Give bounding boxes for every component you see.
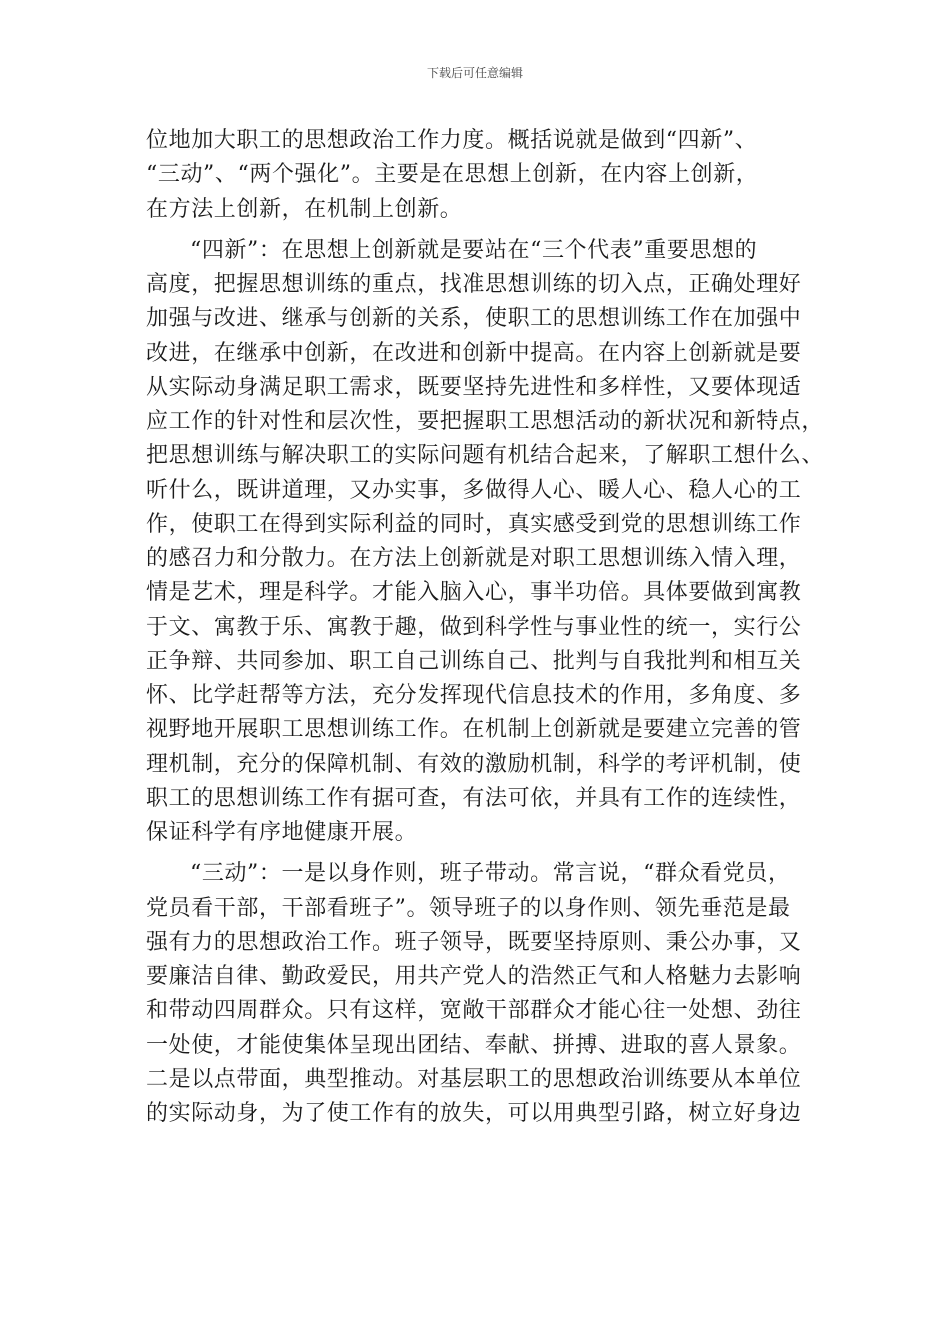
text-line: 保证科学有序地健康开展。 xyxy=(146,820,418,845)
text-line: 要廉洁自律、勤政爱民，用共产党人的浩然正气和人格魅力去影响 xyxy=(146,964,802,989)
paragraph xyxy=(146,234,825,851)
text-line: 在方法上创新，在机制上创新。 xyxy=(146,196,463,222)
paragraph xyxy=(146,857,816,1131)
text-line: 应工作的针对性和层次性，要把握职工思想活动的新状况和新特点， xyxy=(146,409,825,434)
text-line: 作，使职工在得到实际利益的同时，真实感受到党的思想训练工作 xyxy=(146,511,802,537)
text-line: “四新”：在思想上创新就是要站在“三个代表”重要思想的 xyxy=(190,237,758,263)
paragraph xyxy=(146,124,816,227)
text-line: “三动”：一是以身作则，班子带动。常言说，“群众看党员， xyxy=(190,861,791,887)
text-line: 的感召力和分散力。在方法上创新就是对职工思想训练入情入理， xyxy=(146,546,802,571)
text-line: 理机制，充分的保障机制、有效的激励机制，科学的考评机制，使 xyxy=(146,751,802,777)
text-line: 于文、寓教于乐、寓教于趣，做到科学性与事业性的统一，实行公 xyxy=(146,614,802,640)
body-text xyxy=(146,124,825,1131)
page-header: 下载后可任意编辑 xyxy=(426,66,523,80)
text-line: 的实际动身，为了使工作有的放失，可以用典型引路，树立好身边 xyxy=(146,1101,802,1126)
text-line: 从实际动身满足职工需求，既要坚持先进性和多样性，又要体现适 xyxy=(146,374,802,400)
text-line: 和带动四周群众。只有这样，宽敞干部群众才能心往一处想、劲往 xyxy=(146,998,802,1024)
text-line: “三动”、“两个强化”。主要是在思想上创新，在内容上创新， xyxy=(146,162,759,188)
text-line: 情是艺术，理是科学。才能入脑入心，事半功倍。具体要做到寓教 xyxy=(146,580,802,606)
paragraph-gap xyxy=(146,227,816,234)
text-line: 二是以点带面，典型推动。对基层职工的思想政治训练要从本单位 xyxy=(146,1066,802,1092)
text-line: 高度，把握思想训练的重点，找准思想训练的切入点，正确处理好 xyxy=(146,272,802,297)
text-line: 听什么，既讲道理，又办实事，多做得人心、暖人心、稳人心的工 xyxy=(146,477,802,503)
text-line: 党员看干部，干部看班子”。领导班子的以身作则、领先垂范是最 xyxy=(146,895,791,921)
text-line: 改进，在继承中创新，在改进和创新中提高。在内容上创新就是要 xyxy=(146,340,802,366)
text-line: 怀、比学赶帮等方法，充分发挥现代信息技术的作用，多角度、多 xyxy=(146,683,802,708)
text-line: 把思想训练与解决职工的实际问题有机结合起来，了解职工想什么、 xyxy=(146,443,825,469)
text-line: 强有力的思想政治工作。班子领导，既要坚持原则、秉公办事，又 xyxy=(146,929,802,955)
paragraph-gap xyxy=(146,850,816,857)
text-line: 职工的思想训练工作有据可查，有法可依，并具有工作的连续性， xyxy=(146,785,802,811)
text-line: 视野地开展职工思想训练工作。在机制上创新就是要建立完善的管 xyxy=(146,717,802,743)
text-line: 位地加大职工的思想政治工作力度。概括说就是做到“四新”、 xyxy=(146,128,758,153)
text-line: 加强与改进、继承与创新的关系，使职工的思想训练工作在加强中 xyxy=(146,306,802,332)
text-line: 一处使，才能使集体呈现出团结、奉献、拼搏、进取的喜人景象。 xyxy=(146,1032,802,1058)
text-line: 正争辩、共同参加、职工自己训练自己、批判与自我批判和相互关 xyxy=(146,648,802,674)
